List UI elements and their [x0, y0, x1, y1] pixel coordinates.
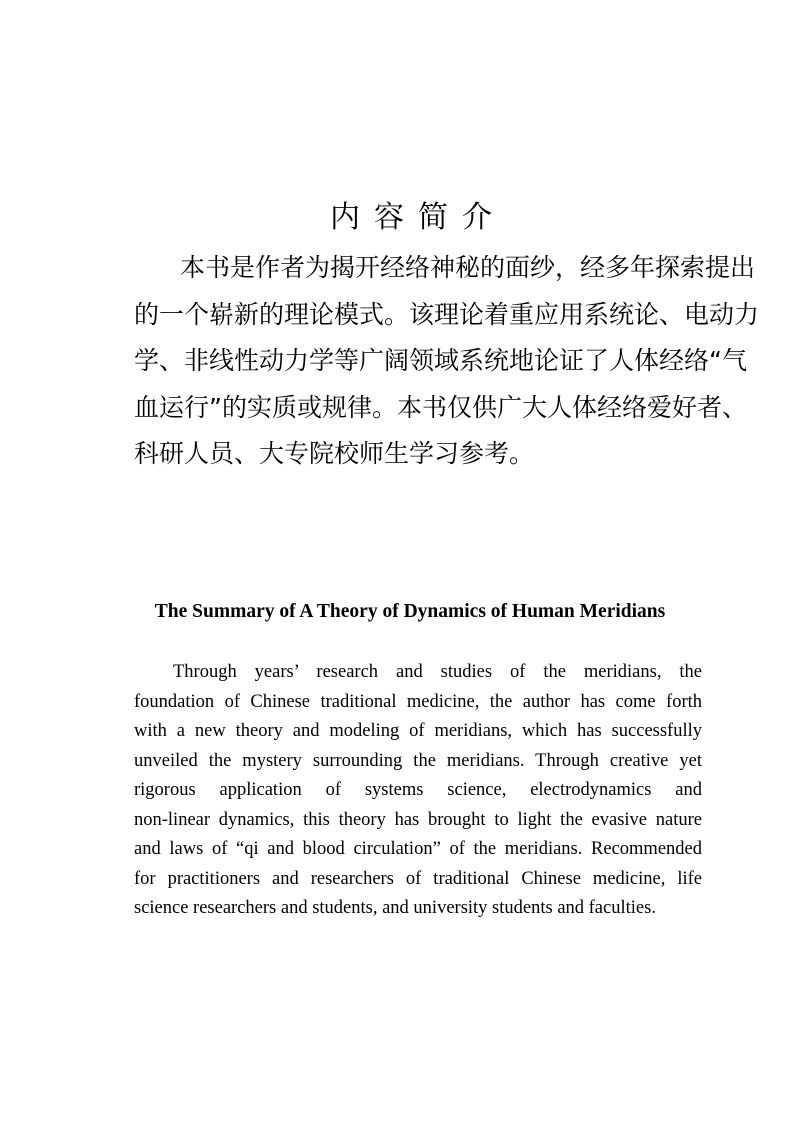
- text-line: 本书是作者为揭开经络神秘的面纱，经多年探索提出: [180, 253, 756, 282]
- text-line: for practitioners and researchers of traditional Chinese medicine, life: [134, 868, 702, 889]
- text-line: and laws of “qi and blood circulation” of the meridians. Recommended: [134, 839, 702, 859]
- text-line: unveiled the mystery surrounding the meridians. Through creative yet: [134, 750, 702, 771]
- text-line: science researchers and students, and university students and faculties.: [134, 898, 656, 918]
- text-line: with a new theory and modeling of meridians, which has successfully: [134, 721, 702, 741]
- chinese-summary: [134, 248, 760, 481]
- text-line: 学、非线性动力学等广阔领域系统地论证了人体经络“气: [134, 346, 747, 375]
- text-line: 血运行”的实质或规律。本书仅供广大人体经络爱好者、: [134, 392, 747, 422]
- text-line: rigorous application of systems science, electrodynamics and: [134, 780, 702, 800]
- text-line: non-linear dynamics, this theory has brought to light the evasive nature: [134, 809, 702, 830]
- english-summary: [134, 659, 702, 925]
- chinese-heading: 内容简介: [330, 200, 506, 235]
- english-heading: The Summary of A Theory of Dynamics of Human Meridians: [154, 601, 666, 622]
- text-line: foundation of Chinese traditional medicine, the author has come forth: [134, 691, 702, 712]
- text-line: 科研人员、大专院校师生学习参考。: [134, 439, 535, 468]
- text-line: 的一个崭新的理论模式。该理论着重应用系统论、电动力: [134, 299, 760, 329]
- text-line: Through years’ research and studies of the meridians, the: [173, 662, 702, 682]
